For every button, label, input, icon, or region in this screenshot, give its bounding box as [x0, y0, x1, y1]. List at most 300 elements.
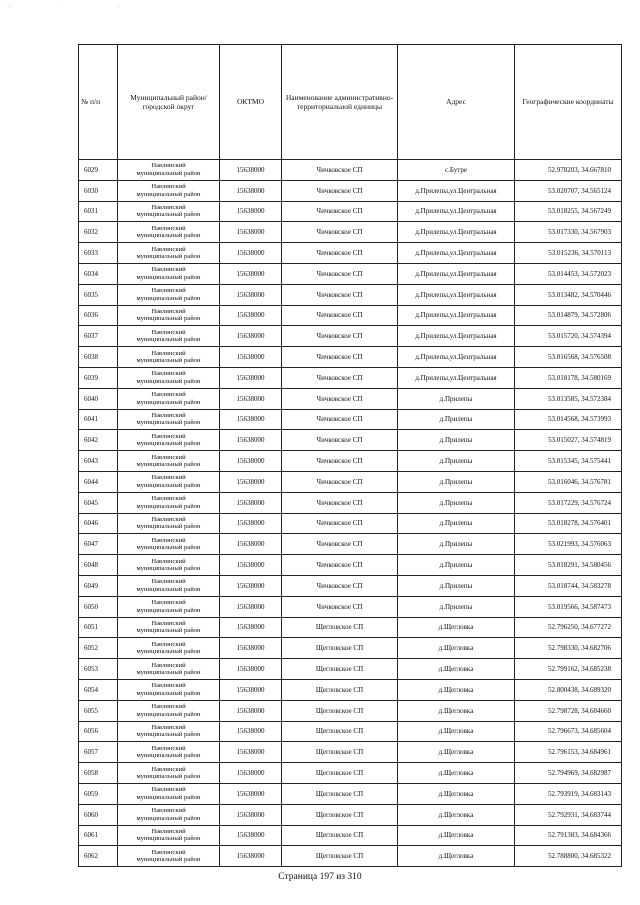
cell-address: д.Прилепы,ул.Центральная	[398, 201, 515, 222]
table-row	[79, 513, 622, 534]
cell-coords: 53.018291, 34.580456	[515, 555, 622, 576]
cell-unit: Щегловское СП	[282, 742, 398, 763]
cell-coords: 53.015027, 34.574819	[515, 430, 622, 451]
scan-artifact-right: ·	[118, 3, 121, 11]
cell-num: 6057	[79, 742, 118, 763]
cell-district	[118, 638, 220, 659]
cell-coords: 53.017330, 34.567903	[515, 222, 622, 243]
table-row	[79, 825, 622, 846]
cell-oktmo: 15638000	[220, 638, 282, 659]
cell-district-line2: муниципальный район	[136, 315, 201, 323]
table-row	[79, 721, 622, 742]
cell-oktmo: 15638000	[220, 180, 282, 201]
cell-address: д.Прилепы	[398, 596, 515, 617]
cell-district-line1: Навлинский	[151, 432, 186, 440]
header-address: Адрес	[398, 45, 515, 160]
cell-unit: Чичковское СП	[282, 534, 398, 555]
cell-oktmo: 15638000	[220, 555, 282, 576]
cell-district-line1: Навлинский	[151, 391, 186, 399]
table-row	[79, 575, 622, 596]
cell-coords: 52.791383, 34.684366	[515, 825, 622, 846]
cell-district-line2: муниципальный район	[136, 585, 201, 593]
cell-district-line2: муниципальный район	[136, 294, 201, 302]
cell-address: д.Щегловка	[398, 825, 515, 846]
cell-unit: Щегловское СП	[282, 721, 398, 742]
table-row	[79, 305, 622, 326]
cell-address: д.Прилепы,ул.Центральная	[398, 305, 515, 326]
cell-num: 6052	[79, 638, 118, 659]
cell-district-line2: муниципальный район	[136, 440, 201, 448]
cell-district-line2: муниципальный район	[136, 773, 201, 780]
cell-num: 6040	[79, 388, 118, 409]
table-row	[79, 700, 622, 721]
cell-district	[118, 846, 220, 867]
cell-num: 6053	[79, 659, 118, 680]
locations-table	[78, 44, 622, 867]
header-oktmo: ОКТМО	[220, 45, 282, 160]
cell-coords: 52.796153, 34.684961	[515, 742, 622, 763]
cell-unit: Щегловское СП	[282, 825, 398, 846]
cell-district	[118, 513, 220, 534]
cell-district-line1: Навлинский	[151, 682, 186, 690]
cell-num: 6041	[79, 409, 118, 430]
cell-district	[118, 451, 220, 472]
cell-unit: Чичковское СП	[282, 263, 398, 284]
cell-unit: Щегловское СП	[282, 846, 398, 867]
cell-address: д.Прилепы	[398, 430, 515, 451]
cell-district-line1: Навлинский	[151, 807, 186, 815]
cell-coords: 53.020707, 34.565124	[515, 180, 622, 201]
cell-address: д.Щегловка	[398, 659, 515, 680]
cell-district-line1: Навлинский	[151, 848, 186, 856]
cell-district	[118, 617, 220, 638]
cell-district-line2: муниципальный район	[136, 211, 201, 219]
cell-oktmo: 15638000	[220, 451, 282, 472]
cell-address: д.Прилепы,ул.Центральная	[398, 243, 515, 264]
cell-district	[118, 679, 220, 700]
header-row	[79, 45, 622, 160]
cell-district-line1: Навлинский	[151, 661, 186, 669]
cell-num: 6051	[79, 617, 118, 638]
cell-district-line1: Навлинский	[151, 204, 186, 212]
cell-num: 6056	[79, 721, 118, 742]
cell-district-line2: муниципальный район	[136, 710, 201, 718]
cell-address: д.Прилепы	[398, 471, 515, 492]
cell-district-line2: муниципальный район	[136, 232, 201, 240]
cell-unit: Чичковское СП	[282, 305, 398, 326]
cell-num: 6043	[79, 451, 118, 472]
cell-oktmo: 15638000	[220, 700, 282, 721]
cell-unit: Щегловское СП	[282, 783, 398, 804]
cell-unit: Щегловское СП	[282, 659, 398, 680]
cell-unit: Чичковское СП	[282, 160, 398, 181]
cell-district	[118, 305, 220, 326]
cell-district-line2: муниципальный район	[136, 606, 201, 614]
cell-district-line2: муниципальный район	[136, 627, 201, 635]
cell-address: д.Щегловка	[398, 721, 515, 742]
cell-district-line1: Навлинский	[151, 183, 186, 191]
cell-district-line2: муниципальный район	[136, 461, 201, 469]
table-row	[79, 326, 622, 347]
cell-address: д.Щегловка	[398, 804, 515, 825]
cell-unit: Чичковское СП	[282, 180, 398, 201]
cell-address: д.Прилепы	[398, 388, 515, 409]
cell-oktmo: 15638000	[220, 783, 282, 804]
cell-coords: 53.014568, 34.573993	[515, 409, 622, 430]
cell-coords: 52.792931, 34.683744	[515, 804, 622, 825]
cell-oktmo: 15638000	[220, 846, 282, 867]
cell-coords: 53.018744, 34.583278	[515, 575, 622, 596]
table-row	[79, 783, 622, 804]
cell-coords: 53.013585, 34.572384	[515, 388, 622, 409]
cell-oktmo: 15638000	[220, 243, 282, 264]
cell-oktmo: 15638000	[220, 263, 282, 284]
cell-district	[118, 430, 220, 451]
cell-address: д.Прилепы,ул.Центральная	[398, 222, 515, 243]
cell-district-line2: муниципальный район	[136, 814, 201, 822]
cell-oktmo: 15638000	[220, 825, 282, 846]
cell-coords: 53.015236, 34.570113	[515, 243, 622, 264]
cell-coords: 52.796250, 34.677272	[515, 617, 622, 638]
cell-district	[118, 783, 220, 804]
cell-oktmo: 15638000	[220, 513, 282, 534]
cell-num: 6049	[79, 575, 118, 596]
cell-district	[118, 742, 220, 763]
scan-artifact-left: · ··	[4, 3, 13, 11]
cell-address: д.Щегловка	[398, 846, 515, 867]
cell-num: 6044	[79, 471, 118, 492]
cell-district-line1: Навлинский	[151, 245, 186, 253]
cell-oktmo: 15638000	[220, 617, 282, 638]
cell-district	[118, 243, 220, 264]
cell-num: 6059	[79, 783, 118, 804]
cell-district	[118, 721, 220, 742]
cell-district-line1: Навлинский	[151, 516, 186, 524]
cell-num: 6032	[79, 222, 118, 243]
cell-oktmo: 15638000	[220, 679, 282, 700]
cell-oktmo: 15638000	[220, 326, 282, 347]
cell-unit: Чичковское СП	[282, 201, 398, 222]
cell-district	[118, 326, 220, 347]
cell-address: д.Прилепы,ул.Центральная	[398, 263, 515, 284]
cell-district-line1: Навлинский	[151, 557, 186, 565]
cell-address: д.Щегловка	[398, 617, 515, 638]
cell-district-line2: муниципальный район	[136, 273, 201, 281]
cell-district-line2: муниципальный район	[136, 565, 201, 573]
table-row	[79, 679, 622, 700]
table-row	[79, 555, 622, 576]
cell-district-line2: муниципальный район	[136, 523, 201, 531]
cell-address: д.Щегловка	[398, 638, 515, 659]
cell-unit: Чичковское СП	[282, 243, 398, 264]
table-body	[79, 160, 622, 867]
header-coords: Географические координаты	[515, 45, 622, 160]
cell-unit: Чичковское СП	[282, 451, 398, 472]
cell-district-line1: Навлинский	[151, 370, 186, 378]
cell-unit: Чичковское СП	[282, 555, 398, 576]
cell-oktmo: 15638000	[220, 763, 282, 784]
cell-district	[118, 201, 220, 222]
cell-oktmo: 15638000	[220, 575, 282, 596]
cell-num: 6037	[79, 326, 118, 347]
cell-coords: 53.017229, 34.576724	[515, 492, 622, 513]
cell-oktmo: 15638000	[220, 367, 282, 388]
cell-oktmo: 15638000	[220, 721, 282, 742]
cell-district-line1: Навлинский	[151, 328, 186, 336]
cell-unit: Щегловское СП	[282, 679, 398, 700]
cell-unit: Чичковское СП	[282, 409, 398, 430]
cell-coords: 52.793919, 34.683143	[515, 783, 622, 804]
cell-unit: Чичковское СП	[282, 222, 398, 243]
table-row	[79, 742, 622, 763]
table-row	[79, 284, 622, 305]
cell-district-line2: муниципальный район	[136, 336, 201, 344]
cell-coords: 52.800438, 34.689320	[515, 679, 622, 700]
cell-num: 6054	[79, 679, 118, 700]
cell-oktmo: 15638000	[220, 160, 282, 181]
cell-coords: 53.018255, 34.567249	[515, 201, 622, 222]
cell-coords: 53.021993, 34.576063	[515, 534, 622, 555]
cell-coords: 53.014453, 34.572023	[515, 263, 622, 284]
cell-num: 6050	[79, 596, 118, 617]
cell-num: 6060	[79, 804, 118, 825]
cell-oktmo: 15638000	[220, 742, 282, 763]
cell-district	[118, 222, 220, 243]
cell-coords: 53.013482, 34.570446	[515, 284, 622, 305]
table-row	[79, 367, 622, 388]
cell-unit: Чичковское СП	[282, 284, 398, 305]
cell-address: д.Щегловка	[398, 783, 515, 804]
table-row	[79, 596, 622, 617]
cell-num: 6034	[79, 263, 118, 284]
cell-district-line1: Навлинский	[151, 599, 186, 607]
cell-unit: Чичковское СП	[282, 492, 398, 513]
cell-district-line1: Навлинский	[151, 578, 186, 586]
cell-num: 6042	[79, 430, 118, 451]
cell-district	[118, 700, 220, 721]
cell-num: 6031	[79, 201, 118, 222]
cell-district	[118, 367, 220, 388]
table-row	[79, 388, 622, 409]
cell-unit: Щегловское СП	[282, 804, 398, 825]
cell-district-line2: муниципальный район	[136, 357, 201, 365]
cell-address: д.Прилепы	[398, 409, 515, 430]
cell-address: д.Щегловка	[398, 763, 515, 784]
cell-unit: Чичковское СП	[282, 430, 398, 451]
cell-coords: 52.788800, 34.685322	[515, 846, 622, 867]
cell-district-line1: Навлинский	[151, 786, 186, 794]
cell-district-line1: Навлинский	[151, 724, 186, 731]
table-row	[79, 492, 622, 513]
cell-num: 6055	[79, 700, 118, 721]
cell-unit: Чичковское СП	[282, 347, 398, 368]
cell-unit: Чичковское СП	[282, 326, 398, 347]
cell-num: 6045	[79, 492, 118, 513]
cell-district	[118, 659, 220, 680]
cell-num: 6062	[79, 846, 118, 867]
cell-district-line2: муниципальный район	[136, 398, 201, 406]
cell-coords: 52.798330, 34.682706	[515, 638, 622, 659]
cell-district-line1: Навлинский	[151, 224, 186, 232]
cell-oktmo: 15638000	[220, 430, 282, 451]
cell-district-line2: муниципальный район	[136, 669, 201, 677]
cell-district	[118, 534, 220, 555]
cell-address: д.Прилепы,ул.Центральная	[398, 367, 515, 388]
cell-district-line2: муниципальный район	[136, 752, 201, 760]
cell-address: д.Щегловка	[398, 742, 515, 763]
cell-district-line1: Навлинский	[151, 744, 186, 752]
cell-address: д.Прилепы,ул.Центральная	[398, 284, 515, 305]
cell-district	[118, 596, 220, 617]
cell-address: д.Прилепы,ул.Центральная	[398, 326, 515, 347]
table-row	[79, 243, 622, 264]
cell-oktmo: 15638000	[220, 222, 282, 243]
cell-coords: 53.016568, 34.576508	[515, 347, 622, 368]
cell-district	[118, 263, 220, 284]
cell-oktmo: 15638000	[220, 201, 282, 222]
cell-district-line2: муниципальный район	[136, 731, 201, 739]
cell-oktmo: 15638000	[220, 409, 282, 430]
cell-district-line2: муниципальный район	[136, 856, 201, 864]
cell-district	[118, 388, 220, 409]
table-row	[79, 617, 622, 638]
cell-district-line1: Навлинский	[151, 308, 186, 316]
cell-oktmo: 15638000	[220, 305, 282, 326]
cell-coords: 52.799162, 34.685238	[515, 659, 622, 680]
table-row	[79, 222, 622, 243]
page-footer: Страница 197 из 310	[278, 872, 362, 882]
cell-coords: 53.015345, 34.575441	[515, 451, 622, 472]
cell-num: 6033	[79, 243, 118, 264]
cell-address: д.Прилепы	[398, 513, 515, 534]
header-num: № п/п	[79, 45, 118, 160]
cell-district	[118, 804, 220, 825]
cell-district	[118, 555, 220, 576]
cell-district-line1: Навлинский	[151, 640, 186, 648]
cell-district-line2: муниципальный район	[136, 169, 201, 177]
table-row	[79, 160, 622, 181]
cell-district-line1: Навлинский	[151, 453, 186, 461]
cell-address: д.Прилепы,ул.Центральная	[398, 347, 515, 368]
cell-district-line1: Навлинский	[151, 412, 186, 420]
cell-district-line2: муниципальный район	[136, 544, 201, 552]
cell-coords: 53.018278, 34.576401	[515, 513, 622, 534]
cell-unit: Щегловское СП	[282, 763, 398, 784]
cell-coords: 53.016046, 34.576781	[515, 471, 622, 492]
cell-district	[118, 284, 220, 305]
cell-district-line1: Навлинский	[151, 703, 186, 711]
cell-district	[118, 492, 220, 513]
table-row	[79, 763, 622, 784]
table-row	[79, 638, 622, 659]
table-row	[79, 534, 622, 555]
cell-num: 6038	[79, 347, 118, 368]
cell-district-line1: Навлинский	[151, 349, 186, 357]
table-row	[79, 659, 622, 680]
cell-coords: 53.015720, 34.574394	[515, 326, 622, 347]
cell-district	[118, 347, 220, 368]
cell-num: 6061	[79, 825, 118, 846]
cell-unit: Чичковское СП	[282, 388, 398, 409]
cell-oktmo: 15638000	[220, 534, 282, 555]
cell-oktmo: 15638000	[220, 388, 282, 409]
cell-oktmo: 15638000	[220, 471, 282, 492]
cell-unit: Щегловское СП	[282, 617, 398, 638]
cell-district-line1: Навлинский	[151, 827, 186, 835]
cell-num: 6029	[79, 160, 118, 181]
cell-coords: 52.798728, 34.684660	[515, 700, 622, 721]
cell-district-line2: муниципальный район	[136, 190, 201, 198]
cell-coords: 52.794969, 34.682987	[515, 763, 622, 784]
cell-unit: Чичковское СП	[282, 471, 398, 492]
cell-district-line2: муниципальный район	[136, 835, 201, 843]
cell-district-line2: муниципальный район	[136, 377, 201, 385]
cell-num: 6048	[79, 555, 118, 576]
cell-unit: Щегловское СП	[282, 638, 398, 659]
header-district: Муниципальный район/городской округ	[118, 45, 220, 160]
cell-district	[118, 763, 220, 784]
cell-unit: Чичковское СП	[282, 575, 398, 596]
cell-district-line2: муниципальный район	[136, 419, 201, 427]
cell-district-line2: муниципальный район	[136, 502, 201, 510]
cell-address: д.Прилепы	[398, 575, 515, 596]
cell-coords: 53.014879, 34.572806	[515, 305, 622, 326]
cell-address: д.Прилепы	[398, 555, 515, 576]
scan-artifact-mid: ·	[60, 3, 63, 11]
cell-district	[118, 160, 220, 181]
cell-coords: 52.978203, 34.667810	[515, 160, 622, 181]
cell-district-line1: Навлинский	[151, 162, 186, 170]
cell-district-line1: Навлинский	[151, 266, 186, 274]
cell-address: д.Прилепы,ул.Центральная	[398, 180, 515, 201]
cell-district-line2: муниципальный район	[136, 648, 201, 656]
cell-unit: Щегловское СП	[282, 700, 398, 721]
table-header	[79, 45, 622, 160]
cell-num: 6030	[79, 180, 118, 201]
cell-district-line1: Навлинский	[151, 495, 186, 503]
table-row	[79, 451, 622, 472]
table-row	[79, 409, 622, 430]
cell-oktmo: 15638000	[220, 492, 282, 513]
cell-unit: Чичковское СП	[282, 513, 398, 534]
cell-district	[118, 471, 220, 492]
cell-oktmo: 15638000	[220, 284, 282, 305]
cell-district-line1: Навлинский	[151, 474, 186, 482]
cell-num: 6035	[79, 284, 118, 305]
cell-coords: 53.018178, 34.580169	[515, 367, 622, 388]
cell-unit: Чичковское СП	[282, 596, 398, 617]
cell-oktmo: 15638000	[220, 347, 282, 368]
cell-num: 6047	[79, 534, 118, 555]
table-row	[79, 430, 622, 451]
cell-coords: 53.019566, 34.587473	[515, 596, 622, 617]
cell-district-line2: муниципальный район	[136, 689, 201, 697]
document-page	[78, 44, 621, 867]
cell-district-line2: муниципальный район	[136, 793, 201, 801]
cell-address: д.Щегловка	[398, 700, 515, 721]
cell-district-line1: Навлинский	[151, 620, 186, 628]
cell-district	[118, 409, 220, 430]
cell-oktmo: 15638000	[220, 659, 282, 680]
cell-district	[118, 575, 220, 596]
cell-address: д.Прилепы	[398, 534, 515, 555]
header-unit: Наименование административно-территориальной единицы	[282, 45, 398, 160]
cell-address: д.Прилепы	[398, 492, 515, 513]
cell-district-line2: муниципальный район	[136, 253, 201, 261]
table-row	[79, 846, 622, 867]
cell-oktmo: 15638000	[220, 804, 282, 825]
cell-district-line1: Навлинский	[151, 287, 186, 295]
